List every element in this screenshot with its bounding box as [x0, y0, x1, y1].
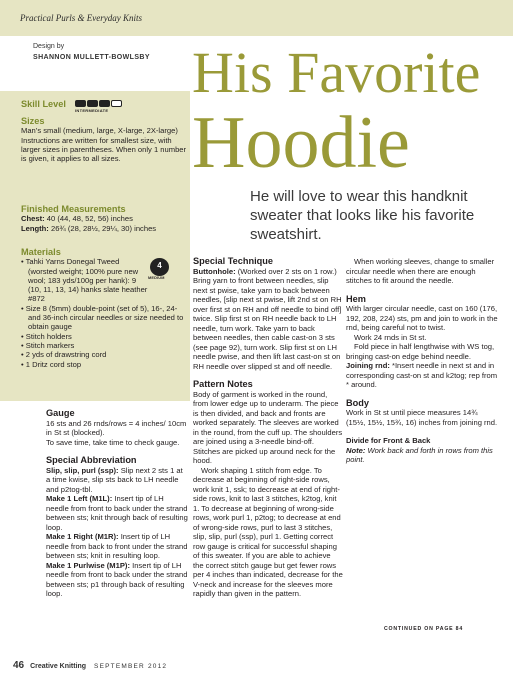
technique-def: (Worked over 2 sts on 1 row.) Bring yarn to front between needles, slip next st pwise, take yarn to back between needles, [slip next st pwise, lift 2nd st on RH over first st on RH and off needle to bind off] twice. Slip first st on RH needle back to LH needle, turn work. Take yarn to back between needles, then cable cast-on 3 sts (see page 92), turn work. Slip first st on LH needle pwise, and then lift last cast-on st on RH needle over slipped st and off needle.: [193, 266, 342, 371]
sizes-section: [21, 117, 187, 163]
hem-p1: With larger circular needle, cast on 160 (176, 192, 208, 224) sts, pm and join to work in the rnd, being careful not to twist.: [346, 304, 498, 332]
gauge-text-1: 16 sts and 26 rnds/rows = 4 inches/ 10cm in St st (blocked).: [46, 418, 187, 437]
title-line-2: Hoodie: [192, 102, 410, 184]
length-row: [21, 224, 187, 233]
pattern-notes-p2: Work shaping 1 stitch from edge. To decrease at beginning of right-side rows, work knit 1, ssk; to decrease at end of right-side rows, knit to last 3 stitches, k2tog, knit 1. To decrease at beginning of wrong-side rows, work purl 1, p2tog; to decrease at end of wrong-side rows, purl to last 3 stitches, slip, slip, purl (ssp), purl 1. Getting correct row gauge is critical for successful shaping of this sweater. If you are able to achieve the correct stitch gauge but get fewer rows per 4 inches than indicated, decrease for the V-neck and increase for the sleeves more rapidly than given in the pattern.: [193, 465, 343, 598]
materials-item: • 2 yds of drawstring cord: [21, 350, 107, 360]
hem-p3: Fold piece in half lengthwise with WS tog, bringing cast-on edge behind needle.: [346, 342, 495, 361]
sizes-text-1: Man’s small (medium, large, X-large, 2X-large): [21, 126, 178, 136]
joining-text: *Insert needle in next st and in corresponding cast-on st and k2tog; rep from * around.: [346, 361, 498, 389]
pattern-notes-heading: Pattern Notes: [193, 379, 253, 389]
abbreviation-term: Slip, slip, purl (ssp):: [46, 465, 119, 475]
body-note: [346, 446, 498, 465]
materials-item: • Tahki Yarns Donegal Tweed (worsted weight; 100% pure new wool; 183 yds/100g per hank): 9 (10, 11, 13, 14) hanks slate heather #872: [21, 257, 148, 304]
abbreviation-def: Slip next 2 sts 1 at a time kwise, slip sts back to LH needle and p2tog-tbl.: [46, 465, 183, 494]
design-by-label: Design by: [33, 43, 65, 50]
divide-heading: Divide for Front & Back: [346, 436, 431, 445]
hem-joining: [346, 361, 498, 390]
series-title: Practical Purls & Everyday Knits: [20, 13, 142, 23]
yarn-weight-label: MEDIUM: [148, 276, 165, 280]
materials-item: • Size 8 (5mm) double-point (set of 5), 16-, 24- and 36-inch circular needles or size needed to obtain gauge: [21, 303, 184, 332]
skill-level-label: INTERMEDIATE: [75, 108, 109, 113]
abbreviation-def: Insert tip of LH needle from front to back under the strand between sts; knit through back of resulting loop.: [46, 494, 188, 532]
skill-level-indicator: [75, 100, 122, 107]
skill-bar-filled: [75, 100, 86, 107]
joining-label: Joining rnd:: [346, 361, 390, 370]
body-heading: Body: [346, 397, 369, 408]
title-line-1: His Favorite: [192, 40, 481, 105]
magazine-name: Creative Knitting: [30, 663, 87, 670]
skill-level-heading: Skill Level: [21, 99, 66, 109]
yarn-weight-icon: 4: [150, 258, 169, 276]
measurements-heading: Finished Measurements: [21, 204, 126, 214]
length-value: 26¾ (28, 28½, 29¼, 30) inches: [50, 223, 157, 233]
skill-bar-filled: [87, 100, 98, 107]
abbreviation-item: [46, 561, 188, 599]
hem-heading: Hem: [346, 293, 366, 304]
designer-name: SHANNON MULLETT-BOWLSBY: [33, 54, 150, 61]
pattern-notes-p1: Body of garment is worked in the round, from lower edge up to underarm. The piece is then divided, and back and fronts are worked separately. The sleeves are worked in the round, from the cuff up. The shoulders are joined using a 3-needle bind-off. Stitches are picked up around neck for the hood.: [193, 389, 343, 465]
materials-item: • 1 Dritz cord stop: [21, 359, 82, 369]
length-label: Length:: [21, 223, 49, 233]
measurements-section: [21, 205, 187, 233]
gauge-heading: Gauge: [46, 408, 75, 418]
abbreviation-heading: Special Abbreviation: [46, 455, 137, 465]
materials-heading: Materials: [21, 247, 61, 257]
body-p1: Work in St st until piece measures 14¾ (15½, 15½, 15¾, 16) inches from joining rnd.: [346, 408, 498, 427]
column-3: [346, 257, 498, 465]
pattern-notes-p3: When working sleeves, change to smaller circular needle when there are enough stitches to fit around the needle.: [346, 257, 495, 285]
continued-note: CONTINUED ON PAGE 84: [384, 626, 464, 632]
gauge-text-2: To save time, take time to check gauge.: [46, 437, 180, 447]
abbreviation-item: [46, 494, 188, 532]
materials-item: • Stitch holders: [21, 331, 72, 341]
skill-bar-empty: [111, 100, 122, 107]
column-2: [193, 257, 343, 599]
issue-date: SEPTEMBER 2012: [94, 663, 168, 670]
abbreviation-def: Insert tip of LH needle from back to front under the strand between sts; knit in resulting loop.: [46, 532, 188, 560]
sizes-text-2: Instructions are written for smallest size, with larger sizes in parentheses. When only 1 number is given, it applies to all sizes.: [21, 135, 187, 164]
abbreviation-item: [46, 466, 188, 495]
chest-value: 40 (44, 48, 52, 56) inches: [46, 214, 133, 224]
note-text: Work back and forth in rows from this point.: [346, 445, 493, 464]
hem-p2: Work 24 rnds in St st.: [354, 332, 427, 342]
abbreviation-item: [46, 532, 188, 561]
abbreviation-term: Make 1 Left (M1L):: [46, 494, 113, 503]
abbreviation-def: Insert tip of LH needle from front to back under the strand between sts; p1 through back of resulting loop.: [46, 560, 188, 598]
page-number: 46: [13, 660, 25, 671]
chest-label: Chest:: [21, 214, 45, 224]
skill-bar-filled: [99, 100, 110, 107]
abbreviation-term: Make 1 Purlwise (M1P):: [46, 560, 130, 570]
technique-text: [193, 267, 343, 372]
materials-item: • Stitch markers: [21, 340, 75, 350]
page-footer: [13, 660, 167, 671]
chest-row: [21, 214, 187, 223]
note-label: Note:: [346, 445, 366, 455]
column-1: [46, 409, 188, 599]
technique-heading: Special Technique: [193, 256, 273, 266]
subtitle: He will love to wear this handknit sweater that looks like his favorite sweatshirt.: [250, 188, 475, 243]
abbreviation-term: Make 1 Right (M1R):: [46, 532, 119, 541]
technique-term: Buttonhole:: [193, 266, 236, 276]
sizes-heading: Sizes: [21, 116, 45, 126]
